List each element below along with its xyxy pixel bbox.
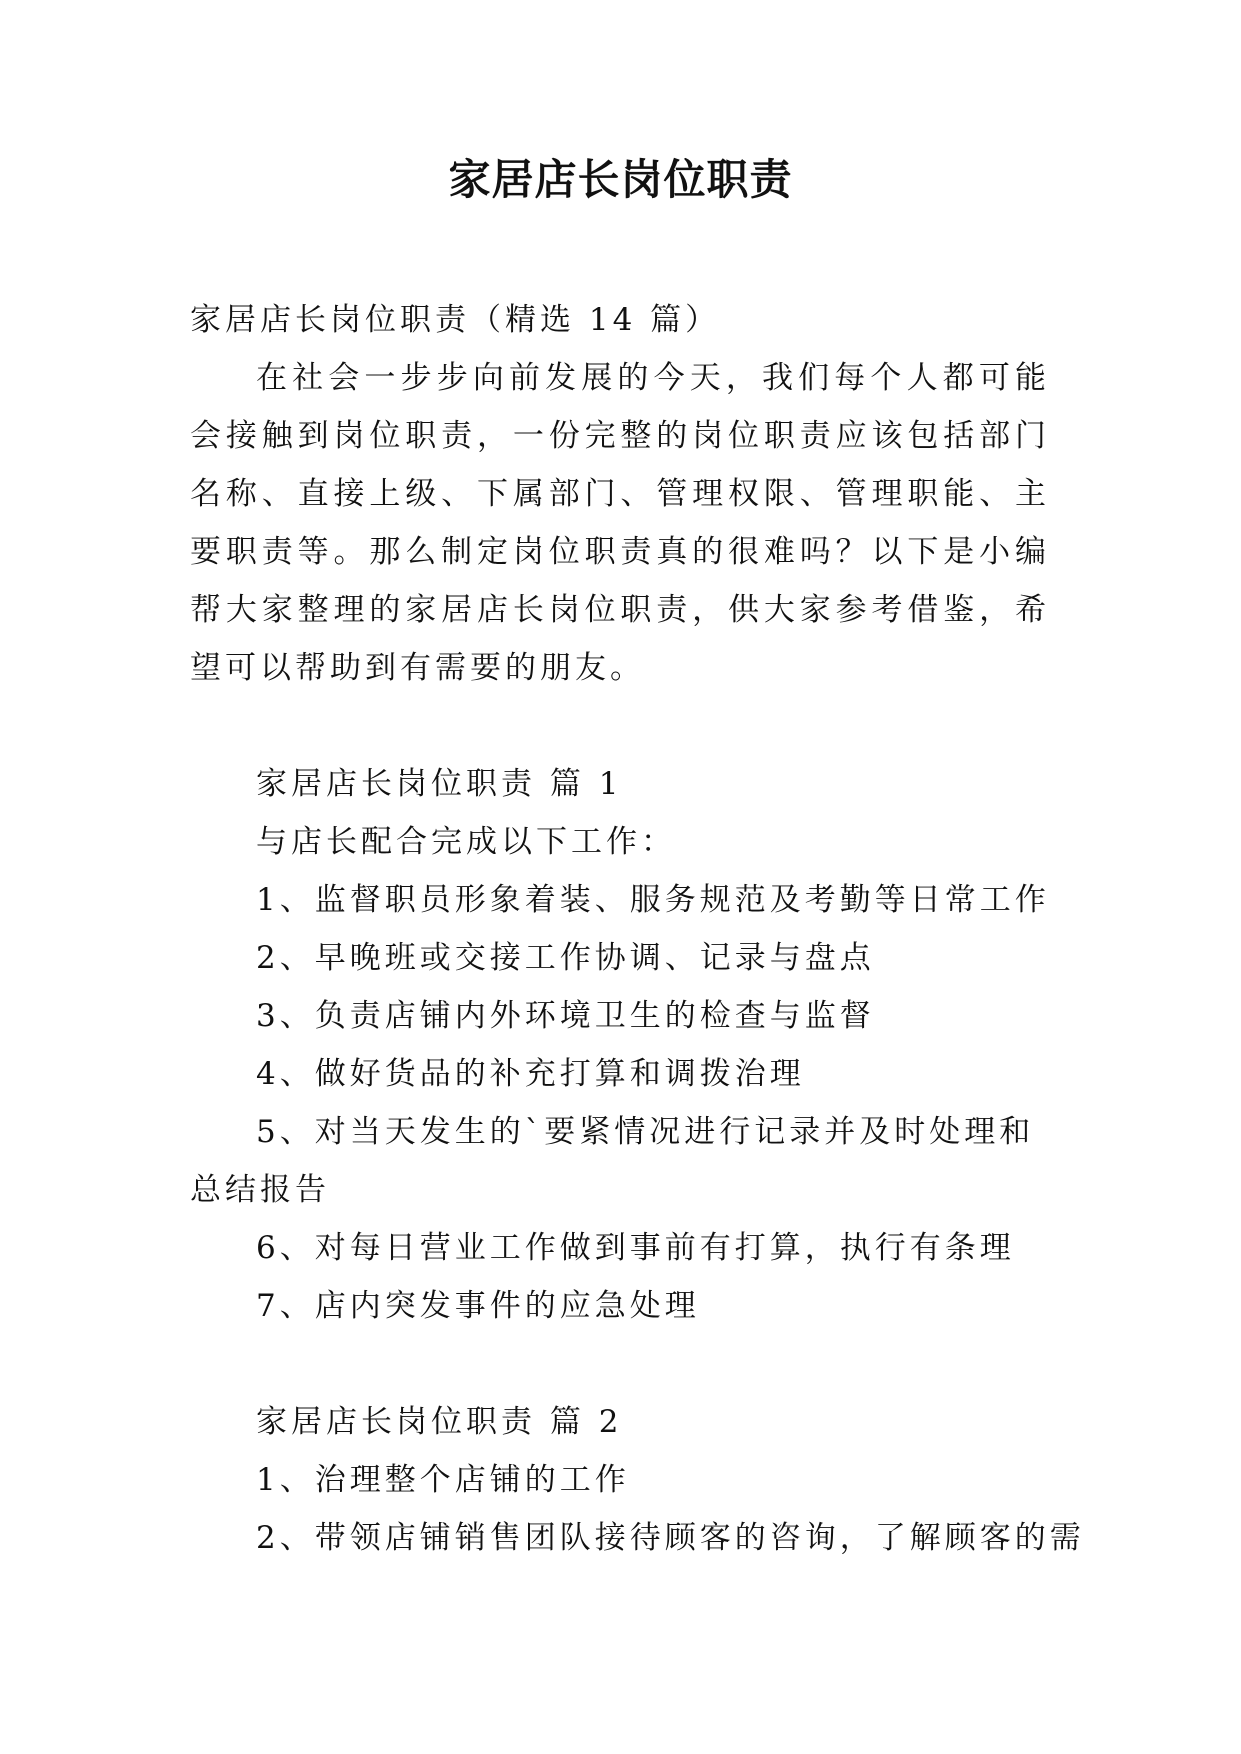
list-item: 3、负责店铺内外环境卫生的检查与监督 <box>256 998 875 1034</box>
list-item: 4、做好货品的补充打算和调拨治理 <box>256 1056 805 1092</box>
spacer <box>190 1335 1050 1393</box>
spacer <box>190 697 1050 755</box>
list-item: 1、治理整个店铺的工作 <box>256 1462 630 1498</box>
list-item: 1、监督职员形象着装、服务规范及考勤等日常工作 <box>256 882 1050 918</box>
list-item: 6、对每日营业工作做到事前有打算，执行有条理 <box>256 1230 1015 1266</box>
section-1-lead: 与店长配合完成以下工作： <box>256 824 676 860</box>
list-item: 5、对当天发生的`要紧情况进行记录并及时处理和总结报告 <box>190 1114 1035 1208</box>
document-subtitle: 家居店长岗位职责（精选 14 篇） <box>190 302 721 338</box>
section-2-heading: 家居店长岗位职责 篇 2 <box>256 1404 623 1440</box>
document-body <box>190 291 1085 1567</box>
list-item: 2、带领店铺销售团队接待顾客的咨询，了解顾客的需 <box>256 1520 1085 1556</box>
intro-paragraph: 在社会一步步向前发展的今天，我们每个人都可能会接触到岗位职责，一份完整的岗位职责应该包括部门名称、直接上级、下属部门、管理权限、管理职能、主要职责等。那么制定岗位职责真的很难吗？以下是小编帮大家整理的家居店长岗位职责，供大家参考借鉴，希望可以帮助到有需要的朋友。 <box>190 360 1050 686</box>
list-item: 2、早晚班或交接工作协调、记录与盘点 <box>256 940 875 976</box>
section-1-heading: 家居店长岗位职责 篇 1 <box>256 766 623 802</box>
document-title: 家居店长岗位职责 <box>448 155 793 204</box>
list-item: 7、店内突发事件的应急处理 <box>256 1288 700 1324</box>
